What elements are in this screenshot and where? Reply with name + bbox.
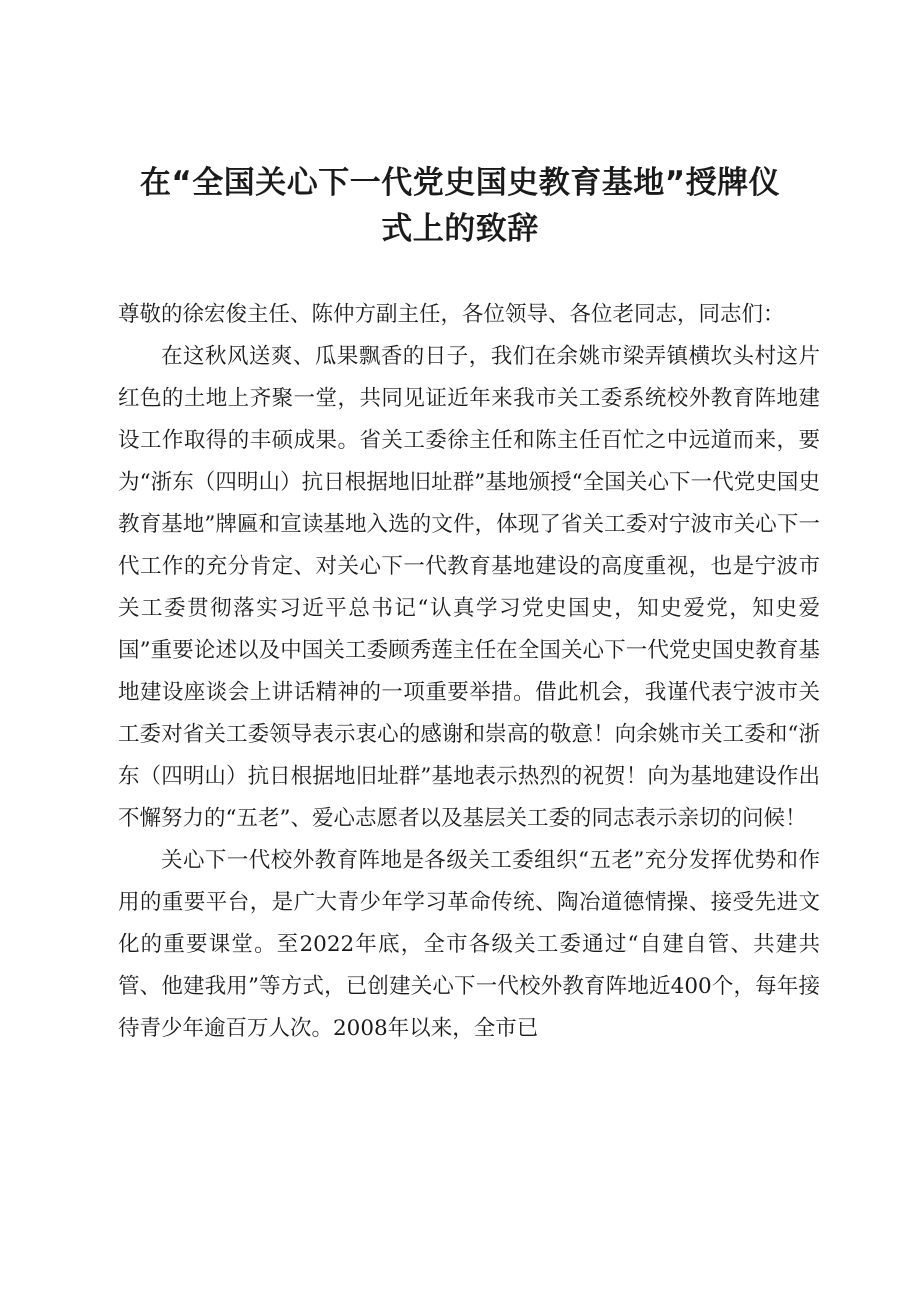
document-body xyxy=(118,294,820,1050)
document-title xyxy=(100,160,820,252)
salutation: 尊敬的徐宏俊主任、陈仲方副主任，各位领导、各位老同志，同志们： xyxy=(118,302,785,327)
title-line-2: 式上的致辞 xyxy=(381,211,539,247)
paragraph-2: 关心下一代校外教育阵地是各级关工委组织“五老”充分发挥优势和作用的重要平台，是广大青少年学习革命传统、陶冶道德情操、接受先进文化的重要课堂。至2022年底，全市各级关工委通过“自建自管、共建共管、他建我用”等方式，已创建关心下一代校外教育阵地近400个，每年接待青少年逾百万人次。2008年以来，全市已 xyxy=(118,848,820,1041)
paragraph-1: 在这秋风送爽、瓜果飘香的日子，我们在余姚市梁弄镇横坎头村这片红色的土地上齐聚一堂，共同见证近年来我市关工委系统校外教育阵地建设工作取得的丰硕成果。省关工委徐主任和陈主任百忙之中远道而来，要为“浙东（四明山）抗日根据地旧址群”基地颁授“全国关心下一代党史国史教育基地”牌匾和宣读基地入选的文件，体现了省关工委对宁波市关心下一代工作的充分肯定、对关心下一代教育基地建设的高度重视，也是宁波市关工委贯彻落实习近平总书记“认真学习党史国史，知史爱党，知史爱国”重要论述以及中国关工委顾秀莲主任在全国关心下一代党史国史教育基地建设座谈会上讲话精神的一项重要举措。借此机会，我谨代表宁波市关工委对省关工委领导表示衷心的感谢和崇高的敬意！向余姚市关工委和“浙东（四明山）抗日根据地旧址群”基地表示热烈的祝贺！向为基地建设作出不懈努力的“五老”、爱心志愿者以及基层关工委的同志表示亲切的问候！ xyxy=(118,344,820,831)
title-line-1: 在“全国关心下一代党史国史教育基地”授牌仪 xyxy=(139,165,781,201)
